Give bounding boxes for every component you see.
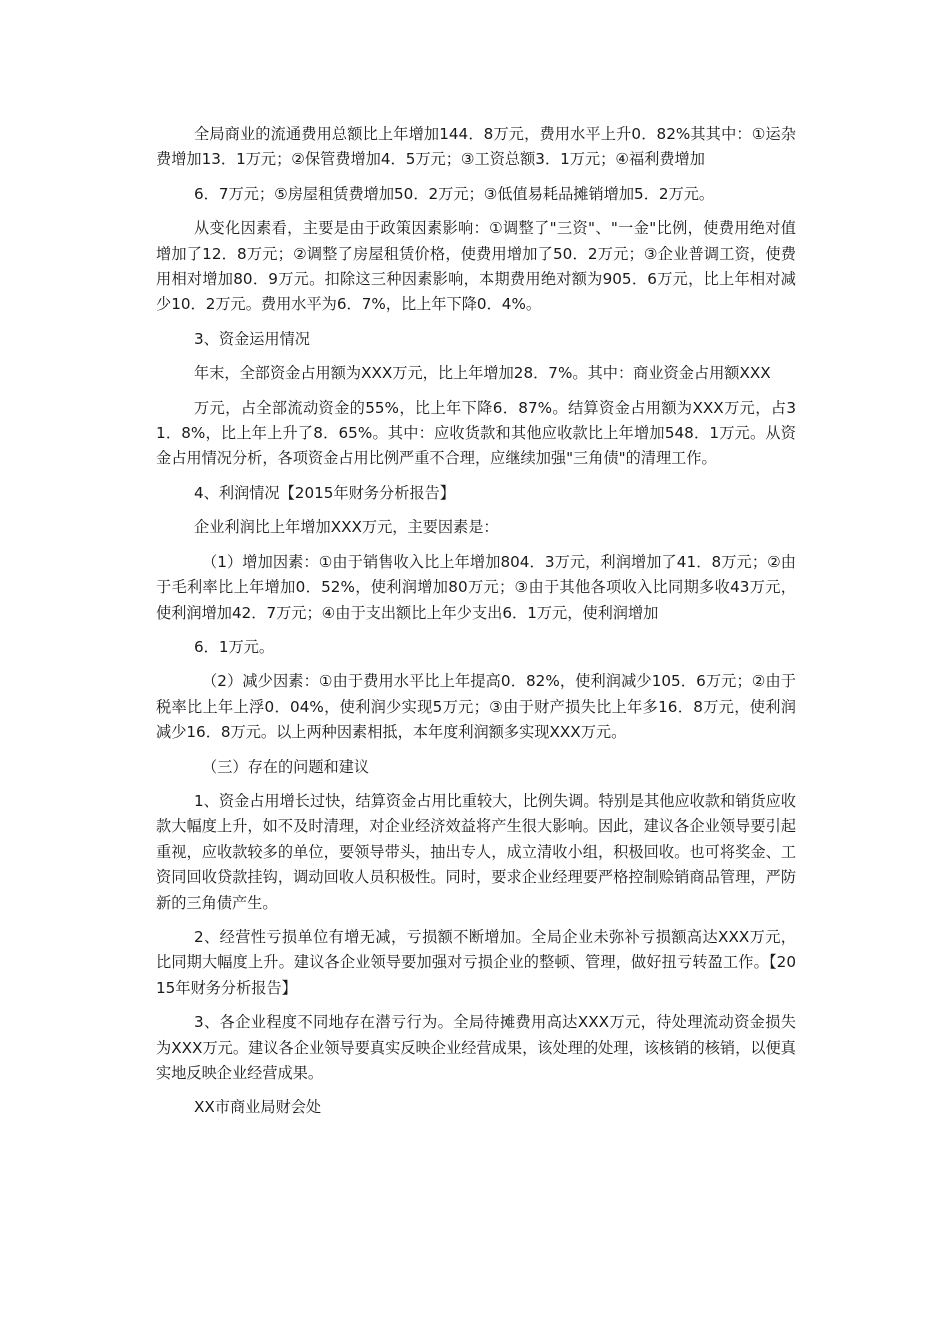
paragraph-circulation-cost-continued: 6．7万元；⑤房屋租赁费增加50．2万元；③低值易耗品摊销增加5．2万元。 xyxy=(194,184,715,203)
paragraph-circulation-cost: 全局商业的流通费用总额比上年增加144．8万元，费用水平上升0．82%其其中：①运杂费增加13．1万元；②保管费增加4．5万元；③工资总额3．1万元；④福利费增加 xyxy=(156,125,796,169)
section-heading-capital-use: 3、资金运用情况 xyxy=(194,329,310,348)
signature-department: XX市商业局财会处 xyxy=(194,1098,322,1117)
paragraph-profit-decrease-factors: （2）减少因素：①由于费用水平比上年提高0．82%，使利润减少105．6万元；②由于税率比上年上浮0．04%，使利润少实现5万元；③由于财产损失比上年多16．8万元，使利润减少16．8万元。以上两种因素相抵，本年度利润额多实现XXX万元。 xyxy=(156,672,796,742)
paragraph-profit-increase-continued: 6．1万元。 xyxy=(194,637,275,656)
paragraph-capital-detail: 万元，占全部流动资金的55%，比上年下降6．87%。结算资金占用额为XXX万元，占31．8%，比上年上升了8．65%。其中：应收货款和其他应收款比上年增加548．1万元。从资金占用情况分析，各项资金占用比例严重不合理，应继续加强"三角债"的清理工作。 xyxy=(156,398,796,468)
paragraph-suggestion-3: 3、各企业程度不同地存在潜亏行为。全局待摊费用高达XXX万元，待处理流动资金损失为XXX万元。建议各企业领导要真实反映企业经营成果，该处理的处理，该核销的核销，以便真实地反映企业经营成果。 xyxy=(156,1013,796,1082)
section-heading-problems-suggestions: （三）存在的问题和建议 xyxy=(202,757,370,776)
paragraph-profit-increase-factors: （1）增加因素：①由于销售收入比上年增加804．3万元，利润增加了41．8万元；②由于毛利率比上年增加0．52%，使利润增加80万元；③由于其他各项收入比同期多收43万元，使利润增加42．7万元；④由于支出额比上年少支出6．1万元，使利润增加 xyxy=(156,552,796,622)
paragraph-suggestion-1: 1、资金占用增长过快，结算资金占用比重较大，比例失调。特别是其他应收款和销货应收款大幅度上升，如不及时清理，对企业经济效益将产生很大影响。因此，建议各企业领导要引起重视，应收款较多的单位，要领导带头，抽出专人，成立清收小组，积极回收。也可将奖金、工资同回收贷款挂钩，调动回收人员积极性。同时，要求企业经理要严格控制赊销商品管理，严防新的三角债产生。 xyxy=(156,791,796,912)
paragraph-change-factors: 从变化因素看，主要是由于政策因素影响：①调整了"三资"、"一金"比例，使费用绝对值增加了12．8万元；②调整了房屋租赁价格，使费用增加了50．2万元；③企业普调工资，使费用相对增加80．9万元。扣除这三种因素影响，本期费用绝对额为905．6万元，比上年相对减少10．2万元。费用水平为6．7%，比上年下降0．4%。 xyxy=(156,219,796,314)
section-heading-profit: 4、利润情况【2015年财务分析报告】 xyxy=(194,483,455,502)
document-page xyxy=(156,122,796,1130)
paragraph-suggestion-2: 2、经营性亏损单位有增无减，亏损额不断增加。全局企业未弥补亏损额高达XXX万元，比同期大幅度上升。建议各企业领导要加强对亏损企业的整顿、管理，做好扭亏转盈工作。【2015年财务分析报告】 xyxy=(156,927,796,997)
paragraph-profit-intro: 企业利润比上年增加XXX万元，主要因素是： xyxy=(194,518,499,537)
paragraph-capital-year-end: 年末，全部资金占用额为XXX万元，比上年增加28．7%。其中：商业资金占用额XXX xyxy=(194,364,771,383)
